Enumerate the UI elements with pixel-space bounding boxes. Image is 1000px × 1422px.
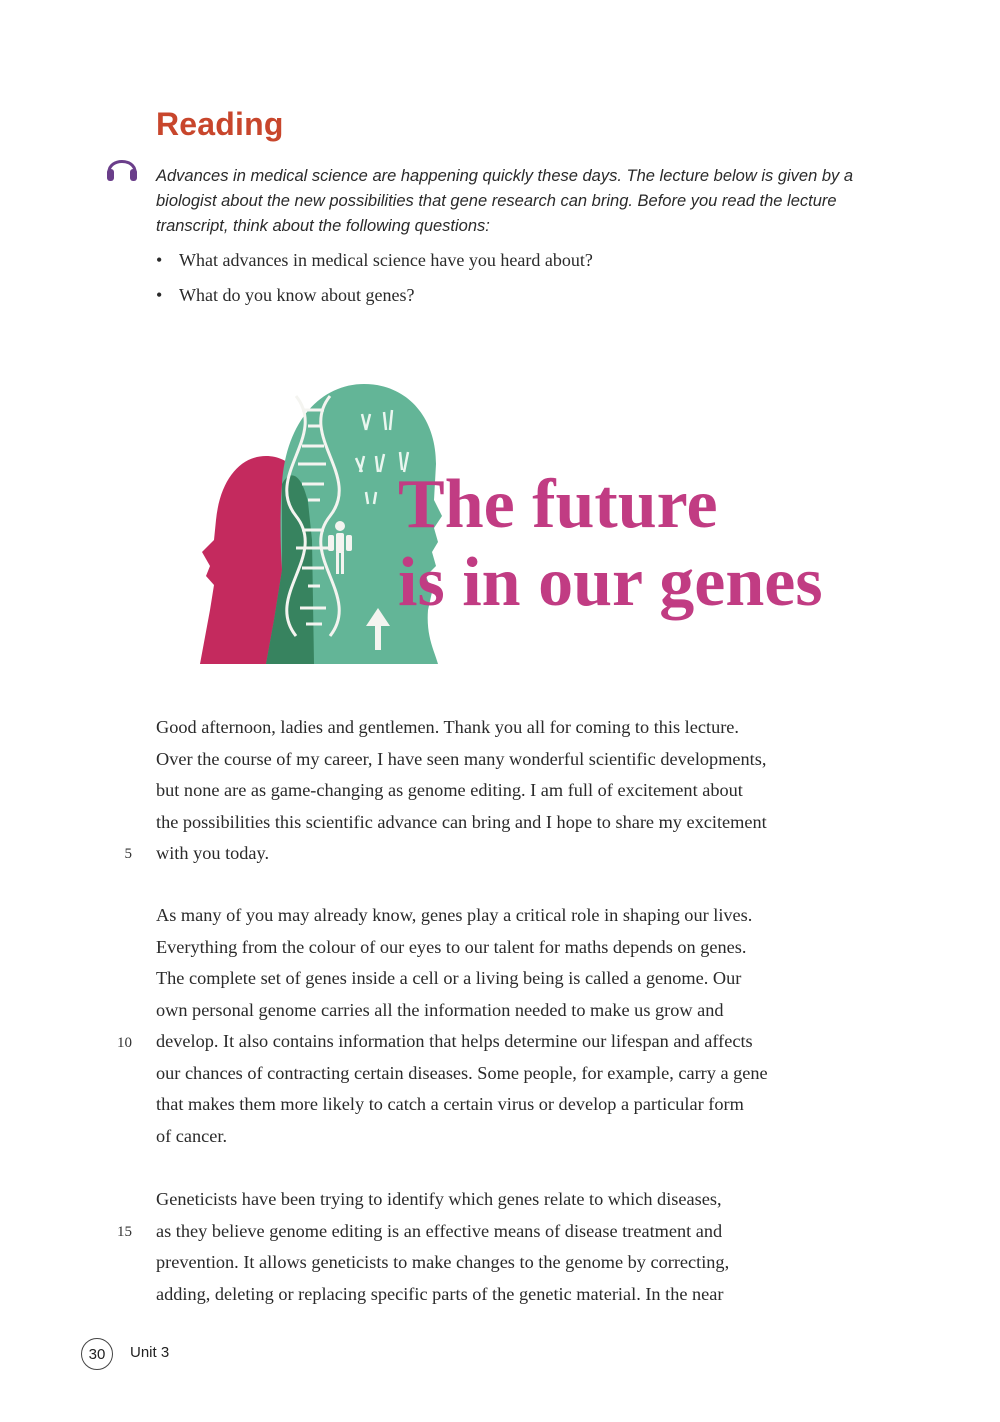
list-item (156, 283, 593, 318)
page-number: 30 (81, 1338, 113, 1370)
bullet: • (156, 250, 163, 270)
article-title-line: The future (398, 466, 718, 543)
text-line: adding, deleting or replacing specific parts of the genetic material. In the near (156, 1283, 724, 1304)
paragraph (156, 900, 876, 1152)
text-line: own personal genome carries all the information needed to make us grow and (156, 999, 724, 1020)
text-line: as they believe genome editing is an effective means of disease treatment and (156, 1220, 723, 1241)
paragraph (156, 1184, 876, 1310)
text-line: Over the course of my career, I have seen many wonderful scientific developments, (156, 748, 767, 769)
unit-label: Unit 3 (130, 1344, 170, 1361)
question-text: What do you know about genes? (179, 285, 415, 305)
line-number: 5 (124, 846, 132, 862)
text-line: develop. It also contains information that helps determine our lifespan and affects (156, 1031, 753, 1051)
text-line: prevention. It allows geneticists to make changes to the genome by correcting, (156, 1252, 730, 1272)
question-text: What advances in medical science have you heard about? (179, 250, 593, 270)
line-number: 15 (117, 1224, 132, 1240)
text-line: Geneticists have been trying to identify which genes relate to which diseases, (156, 1189, 722, 1209)
list-item (156, 248, 593, 283)
paragraph (156, 712, 876, 870)
text-line: but none are as game-changing as genome editing. I am full of excitement about (156, 780, 743, 800)
text-line: Good afternoon, ladies and gentlemen. Thank you all for coming to this lecture. (156, 717, 739, 737)
text-line: with you today. (156, 843, 270, 863)
section-heading: Reading (156, 106, 284, 142)
text-line: of cancer. (156, 1125, 228, 1146)
text-line: that makes them more likely to catch a certain virus or develop a particular form (156, 1094, 744, 1114)
text-line: The complete set of genes inside a cell or a living being is called a genome. Our (156, 968, 742, 988)
article-title (398, 466, 823, 622)
text-line: As many of you may already know, genes play a critical role in shaping our lives. (156, 905, 753, 925)
text-line: the possibilities this scientific advance can bring and I hope to share my excitement (156, 811, 767, 832)
question-list (156, 248, 593, 318)
text-line: our chances of contracting certain diseases. Some people, for example, carry a gene (156, 1062, 768, 1083)
bullet: • (156, 285, 163, 305)
line-number: 10 (117, 1035, 132, 1051)
article-title-line: is in our genes (398, 544, 823, 621)
intro-text: Advances in medical science are happening quickly these days. The lecture below is given by a biologist about the new possibilities that gene research can bring. Before you read the lecture transcript, think about the following questions: (156, 167, 854, 235)
headphones-icon[interactable] (104, 150, 140, 184)
text-line: Everything from the colour of our eyes to our talent for maths depends on genes. (156, 936, 747, 957)
